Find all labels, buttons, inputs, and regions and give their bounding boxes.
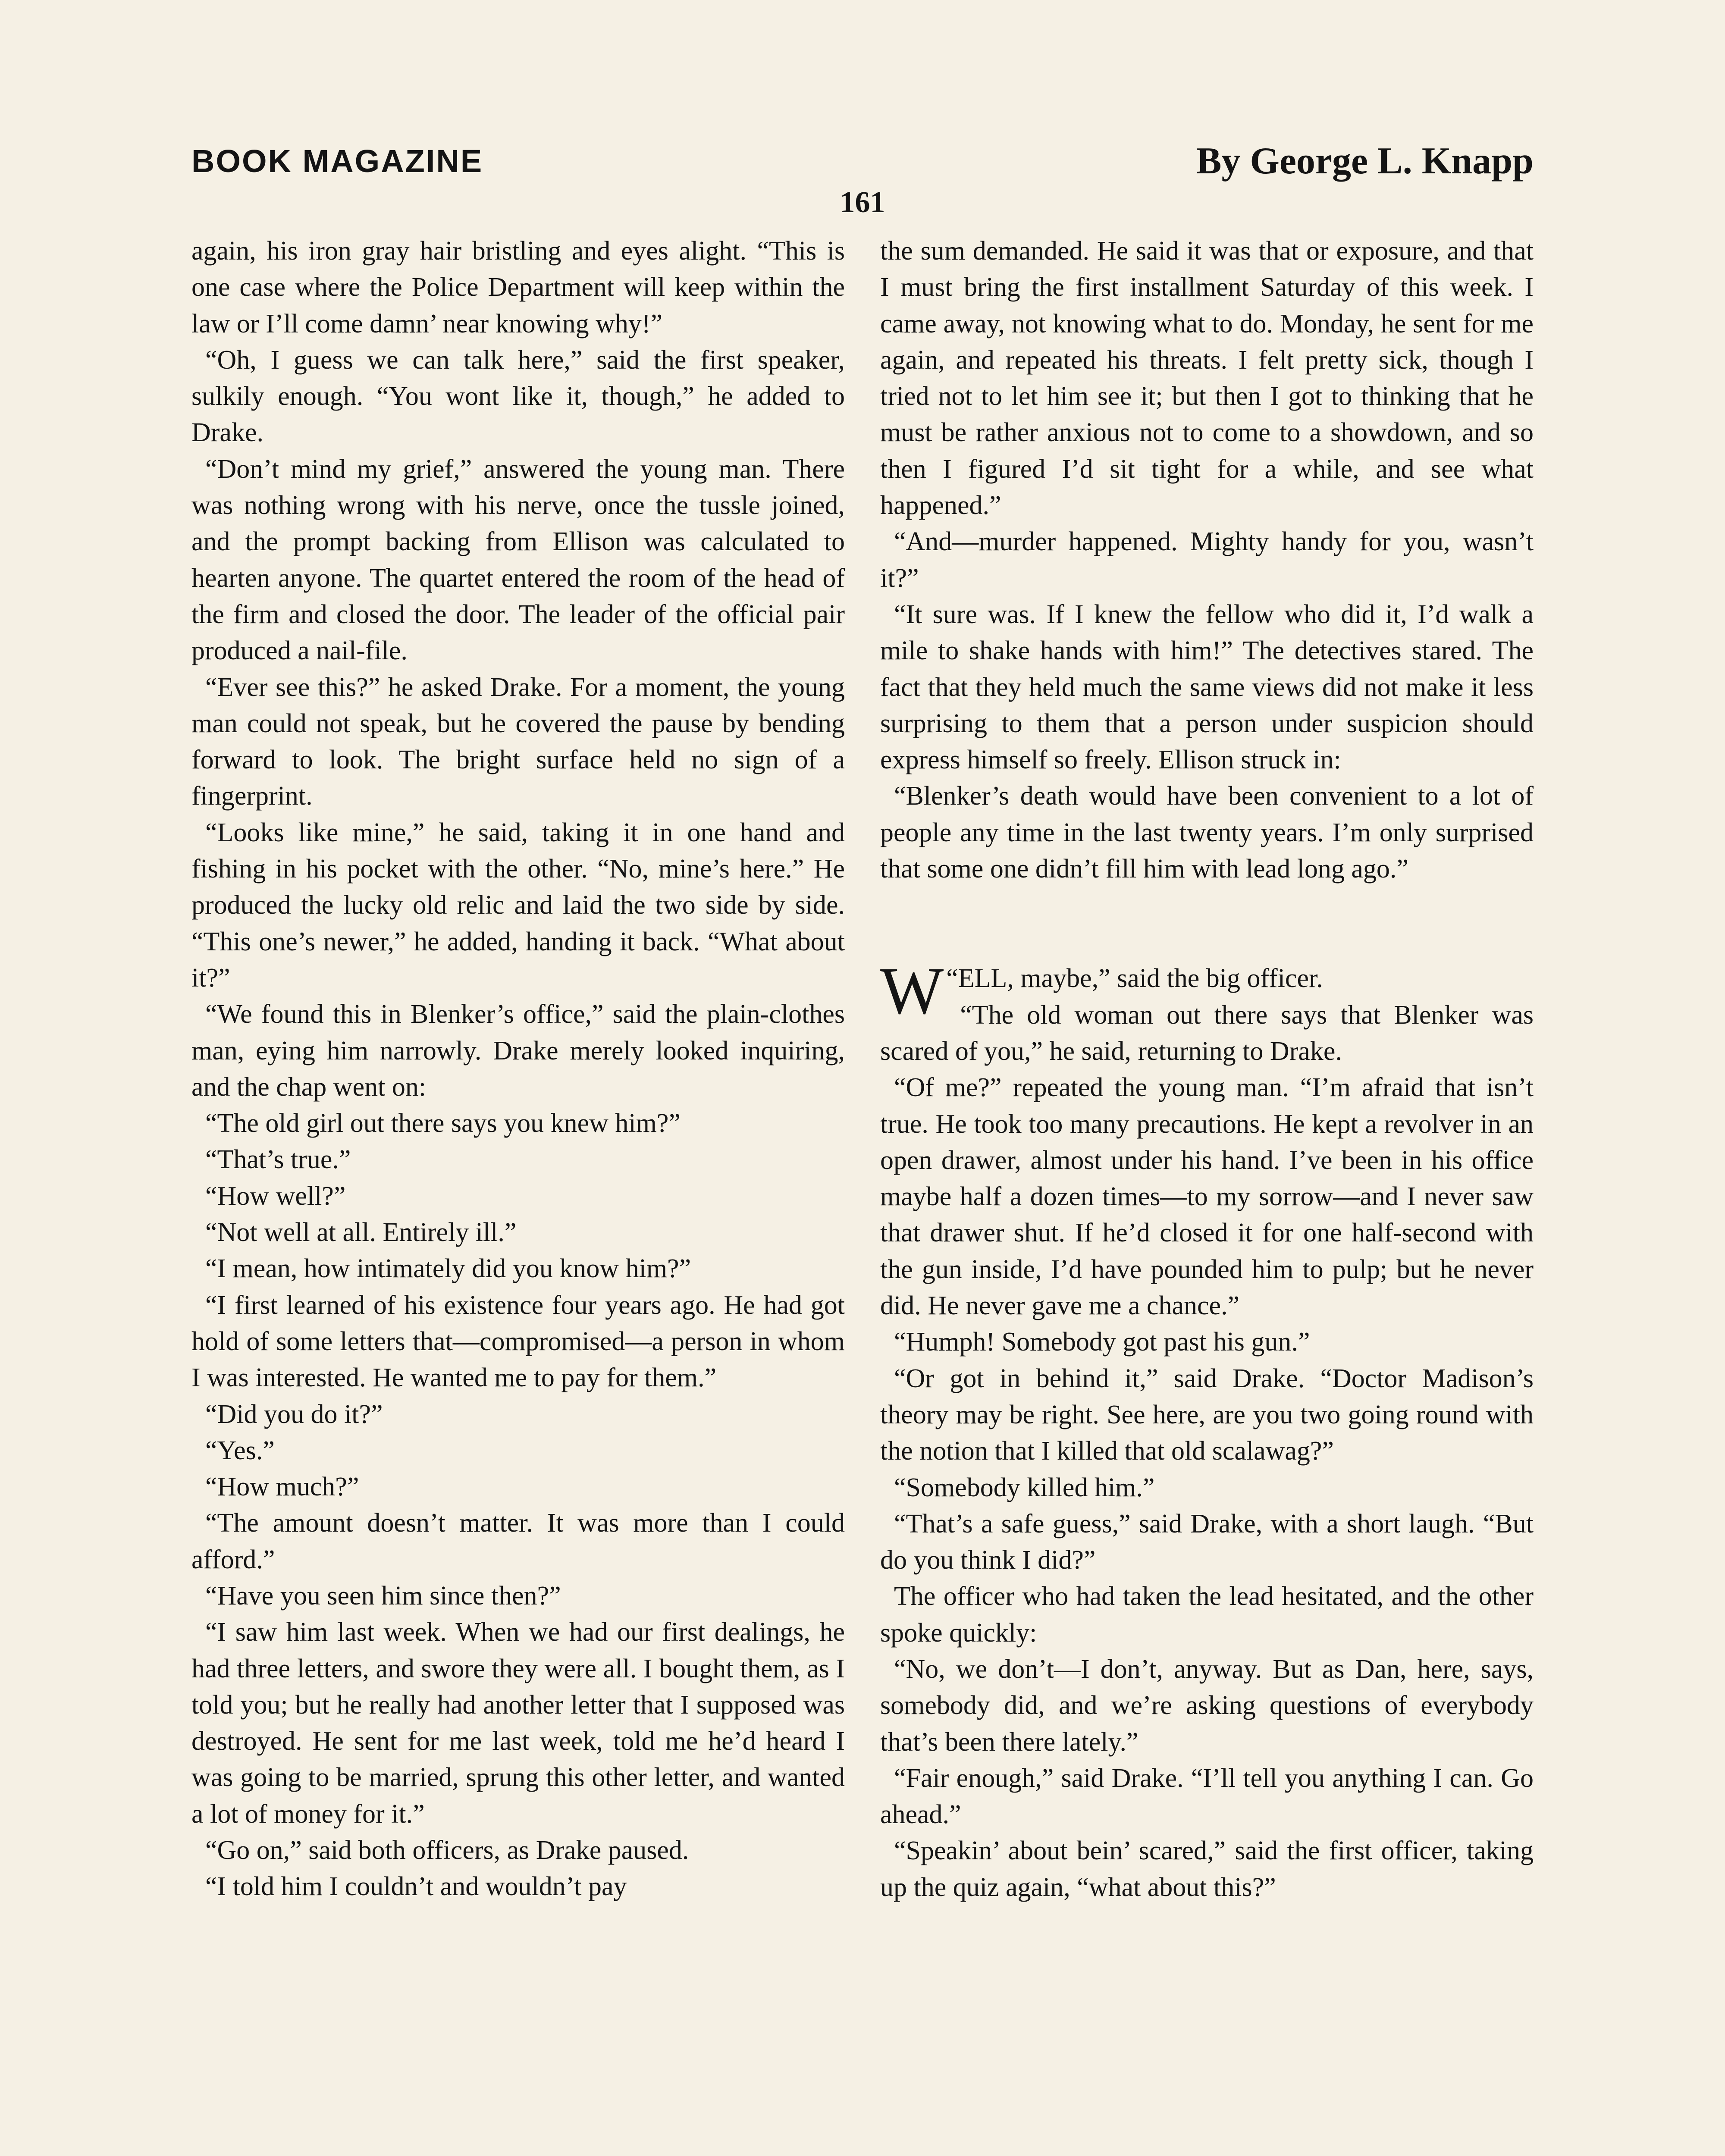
author-byline: By George L. Knapp [1196,140,1534,182]
paragraph: “Have you seen him since then?” [205,1581,561,1611]
paragraph: “Looks like mine,” he said, taking it in one hand and fishing in his pocket with the other. “No, mine’s here.” He produced the lucky old relic and laid the two side by side. “This one’s newer,” he added, handing it back. “What about it?” [191,818,845,993]
paragraph: “Oh, I guess we can talk here,” said the first speaker, sulkily enough. “You wont like it, though,” he added to Drake. [191,345,845,448]
paragraph: “How well?” [205,1181,346,1211]
magazine-name: BOOK MAGAZINE [191,143,483,179]
paragraph: “I told him I couldn’t and wouldn’t pay [205,1872,627,1902]
paragraph: “How much?” [205,1472,359,1502]
page-number: 161 [840,186,885,219]
paragraph: The officer who had taken the lead hesitated, and the other spoke quickly: [880,1582,1534,1648]
paragraph: “It sure was. If I knew the fellow who did it, I’d walk a mile to shake hands with him!” The detectives stared. The fact that they held much the same views did not make it less surprising to them that a person under suspicion should express himself so freely. Ellison struck in: [880,599,1534,775]
paragraph: “Ever see this?” he asked Drake. For a moment, the young man could not speak, but he covered the pause by bending forward to look. The bright surface held no sign of a fingerprint. [191,672,845,811]
left-column [191,233,845,2156]
paragraph: “Did you do it?” [205,1399,383,1429]
paragraph: “The old girl out there says you knew him?” [205,1109,681,1138]
paragraph: “Speakin’ about bein’ scared,” said the first officer, taking up the quiz again, “what about this?” [880,1836,1534,1902]
paragraph: “I saw him last week. When we had our first dealings, he had three letters, and swore they were all. I bought them, as I told you; but he really had another letter that I supposed was destroyed. He sent for me last week, told me he’d heard I was going to be married, sprung this other letter, and wanted a lot of money for it.” [191,1617,845,1829]
paragraph: “Of me?” repeated the young man. “I’m afraid that isn’t true. He took too many precautions. He kept a revolver in an open drawer, almost under his hand. I’ve been in his office maybe half a dozen times—to my sorrow—and I never saw that drawer shut. If he’d closed it for one half-second with the gun inside, I’d have pounded him to pulp; but he never did. He never gave me a chance.” [880,1073,1534,1321]
paragraph: “Somebody killed him.” [894,1473,1155,1502]
opening-quote: “ [946,964,958,993]
paragraph: the sum demanded. He said it was that or exposure, and that I must bring the first installment Saturday of this week. I came away, not knowing what to do. Monday, he sent for me again, and repeated his threats. I felt pretty sick, though I tried not to let him see it; but then I got to thinking that he must be rather anxious not to come to a showdown, and so then I figured I’d sit tight for a while, and see what happened.” [880,236,1534,520]
paragraph: again, his iron gray hair bristling and eyes alight. “This is one case where the Police Department will keep within the law or I’ll come damn’ near knowing why!” [191,236,845,338]
paragraph: “No, we don’t—I don’t, anyway. But as Dan, here, says, somebody did, and we’re asking questions of everybody that’s been there lately.” [880,1654,1534,1757]
dropcap-line-text: ELL, maybe,” said the big officer. [958,964,1323,993]
paragraph: “Don’t mind my grief,” answered the young man. There was nothing wrong with his nerve, once the tussle joined, and the prompt backing from Ellison was calculated to hearten anyone. The quartet entered the room of the head of the firm and closed the door. The leader of the official pair produced a nail-file. [191,454,845,666]
right-column [880,233,1534,2156]
paragraph: “Go on,” said both officers, as Drake paused. [205,1836,689,1865]
paragraph: “The old woman out there says that Blenker was scared of you,” he said, returning to Drake. [880,1000,1534,1066]
paragraph: “I mean, how intimately did you know him?” [205,1254,691,1284]
paragraph: “And—murder happened. Mighty handy for you, wasn’t it?” [880,527,1534,593]
dropcap-paragraph [880,953,1534,1028]
paragraph: “Or got in behind it,” said Drake. “Doctor Madison’s theory may be right. See here, are you two going round with the notion that I killed that old scalawag?” [880,1363,1534,1466]
paragraph: “I first learned of his existence four years ago. He had got hold of some letters that—compromised—a person in whom I was interested. He wanted me to pay for them.” [191,1290,845,1393]
text-columns [191,233,1534,2156]
drop-cap-letter: W [880,953,944,1028]
paragraph: “That’s true.” [205,1145,351,1175]
section-break [880,887,1534,960]
running-head [191,137,1534,185]
paragraph: “We found this in Blenker’s office,” said the plain-clothes man, eying him narrowly. Drake merely looked inquiring, and the chap went on: [191,1000,845,1102]
paragraph: “Fair enough,” said Drake. “I’ll tell you anything I can. Go ahead.” [880,1763,1534,1830]
paragraph: “Humph! Somebody got past his gun.” [894,1327,1310,1357]
paragraph: “Not well at all. Entirely ill.” [205,1218,517,1247]
paragraph: “Yes.” [205,1435,275,1465]
paragraph: “The amount doesn’t matter. It was more than I could afford.” [191,1508,845,1574]
paragraph: “Blenker’s death would have been convenient to a lot of people any time in the last twenty years. I’m only surprised that some one didn’t fill him with lead long ago.” [880,781,1534,884]
paragraph: “That’s a safe guess,” said Drake, with a short laugh. “But do you think I did?” [880,1509,1534,1575]
